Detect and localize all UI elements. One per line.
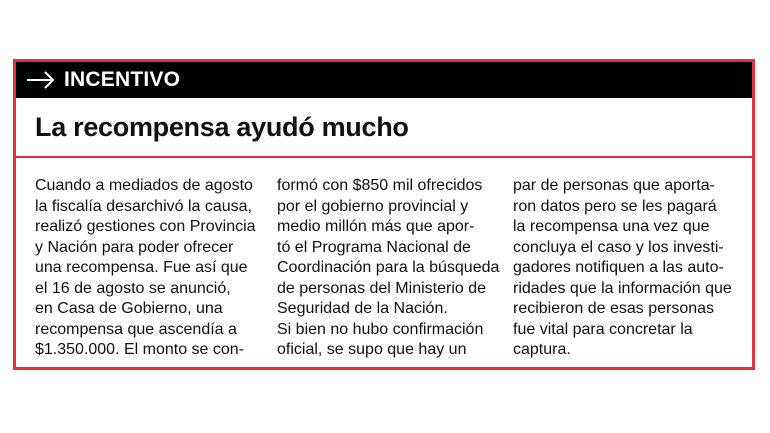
text-line: recompensa que ascendía a: [35, 320, 237, 338]
text-line: par de personas que aporta-: [513, 177, 715, 194]
section-tag-bar: [16, 62, 752, 98]
text-column-3: [513, 176, 732, 361]
text-line: Si bien no hubo confirmación: [277, 320, 484, 338]
text-line: por el gobierno provincial y: [277, 197, 469, 215]
text-line: realizó gestiones con Provincia: [35, 218, 256, 235]
text-line: gadores notifiquen a las auto-: [513, 259, 724, 276]
text-line: captura.: [513, 341, 571, 358]
text-line: medio millón más que apor-: [277, 218, 475, 235]
text-line: $1.350.000. El monto se con-: [35, 341, 245, 358]
arrow-right-icon: [26, 70, 56, 90]
body-text: [35, 176, 745, 356]
text-line: oficial, se supo que hay un: [277, 341, 467, 358]
text-line: fue vital para concretar la: [513, 320, 693, 338]
text-line: recibieron de esas personas: [513, 300, 715, 317]
text-line: Seguridad de la Nación.: [277, 300, 448, 317]
text-line: ridades que la información que: [513, 279, 732, 297]
text-line: Cuando a mediados de agosto: [35, 177, 253, 194]
text-line: tó el Programa Nacional de: [277, 238, 471, 256]
text-column-1: [35, 176, 256, 361]
text-line: concluya el caso y los investi-: [513, 238, 724, 256]
text-line: en Casa de Gobierno, una: [35, 300, 223, 317]
text-column-2: [277, 176, 500, 361]
text-line: la recompensa una vez que: [513, 218, 710, 235]
text-line: una recompensa. Fue así que: [35, 259, 248, 276]
section-tag: INCENTIVO: [64, 68, 181, 91]
text-line: y Nación para poder ofrecer: [35, 238, 234, 256]
text-line: la fiscalía desarchivó la causa,: [35, 197, 252, 215]
text-line: el 16 de agosto se anunció,: [35, 279, 231, 297]
text-line: formó con $850 mil ofrecidos: [277, 177, 483, 194]
headline-area: [16, 98, 752, 158]
text-line: ron datos pero se les pagará: [513, 197, 717, 215]
text-line: Coordinación para la búsqueda: [277, 259, 500, 276]
sidebar-box: [13, 59, 755, 370]
headline: La recompensa ayudó mucho: [35, 112, 409, 142]
text-line: de personas del Ministerio de: [277, 279, 487, 297]
